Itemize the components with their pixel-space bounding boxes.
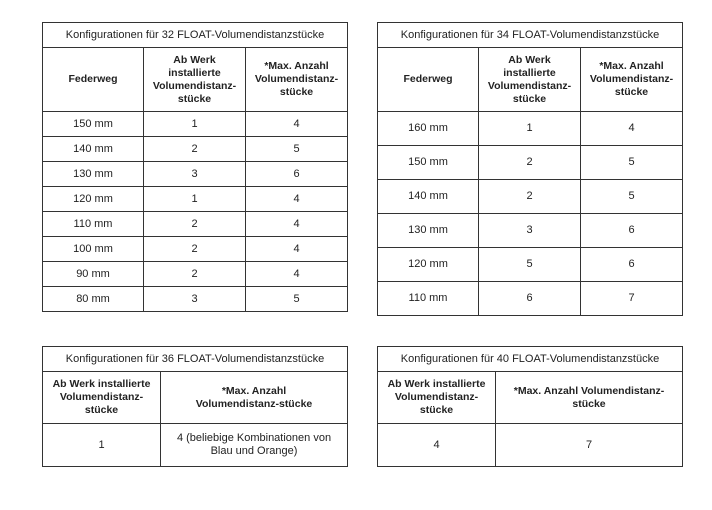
table-title: Konfigurationen für 32 FLOAT-Volumendistanzstücke — [43, 23, 348, 48]
table-cell: 5 — [581, 180, 683, 214]
table-body — [378, 424, 683, 467]
header-factory-installed: Ab Werk installierte Volumendistanz-stücke — [43, 372, 161, 424]
table-cell: 5 — [479, 248, 581, 282]
table-cell: 130 mm — [43, 162, 144, 187]
table-cell: 1 — [144, 112, 246, 137]
table-row — [43, 112, 348, 137]
table-row — [378, 146, 683, 180]
table-cell: 7 — [581, 282, 683, 316]
table-cell: 90 mm — [43, 262, 144, 287]
table-cell: 1 — [144, 187, 246, 212]
table-cell: 140 mm — [43, 137, 144, 162]
table-cell: 6 — [581, 214, 683, 248]
table-cell: 2 — [144, 137, 246, 162]
table-cell: 110 mm — [378, 282, 479, 316]
config-table-32 — [42, 22, 348, 312]
table-cell: 2 — [144, 212, 246, 237]
table-body — [43, 424, 348, 467]
table-row — [43, 212, 348, 237]
table-cell: 4 — [246, 212, 348, 237]
table-cell: 4 — [246, 187, 348, 212]
table-cell: 120 mm — [378, 248, 479, 282]
table-cell: 2 — [479, 146, 581, 180]
header-max-count: *Max. Anzahl Volumendistanz-stücke — [246, 48, 348, 112]
table-cell: 6 — [581, 248, 683, 282]
table-row — [43, 237, 348, 262]
table-row — [378, 248, 683, 282]
table-cell: 110 mm — [43, 212, 144, 237]
table-cell: 5 — [246, 137, 348, 162]
table-row — [378, 214, 683, 248]
table-cell: 3 — [144, 162, 246, 187]
table-title: Konfigurationen für 34 FLOAT-Volumendistanzstücke — [378, 23, 683, 48]
table-cell: 4 — [246, 237, 348, 262]
header-max-count: *Max. Anzahl Volumendistanz-stücke — [581, 48, 683, 112]
table-row — [43, 262, 348, 287]
table-cell: 5 — [581, 146, 683, 180]
table-row — [378, 180, 683, 214]
table-cell: 140 mm — [378, 180, 479, 214]
table-body — [378, 112, 683, 316]
table-cell: 150 mm — [43, 112, 144, 137]
table-cell: 3 — [144, 287, 246, 312]
table-cell: 100 mm — [43, 237, 144, 262]
config-table-36 — [42, 346, 348, 467]
table-cell: 4 — [378, 424, 496, 467]
header-federweg: Federweg — [43, 48, 144, 112]
config-table-34 — [377, 22, 683, 316]
header-max-count: *Max. Anzahl Volumendistanz-stücke — [496, 372, 683, 424]
table-cell: 4 — [581, 112, 683, 146]
table-cell: 5 — [246, 287, 348, 312]
table-cell: 80 mm — [43, 287, 144, 312]
table-cell: 1 — [43, 424, 161, 467]
table-title: Konfigurationen für 36 FLOAT-Volumendistanzstücke — [43, 347, 348, 372]
header-factory-installed: Ab Werk installierte Volumendistanz-stücke — [479, 48, 581, 112]
table-cell: 2 — [479, 180, 581, 214]
table-row — [378, 282, 683, 316]
table-cell: 7 — [496, 424, 683, 467]
table-cell: 160 mm — [378, 112, 479, 146]
table-cell: 150 mm — [378, 146, 479, 180]
table-body — [43, 112, 348, 312]
header-factory-installed: Ab Werk installierte Volumendistanz-stücke — [378, 372, 496, 424]
table-cell: 2 — [144, 262, 246, 287]
table-cell: 4 — [246, 262, 348, 287]
table-row — [43, 287, 348, 312]
config-table-40 — [377, 346, 683, 467]
table-row — [43, 187, 348, 212]
table-cell: 4 (beliebige Kombinationen von Blau und Orange) — [161, 424, 348, 467]
table-cell: 1 — [479, 112, 581, 146]
table-row — [43, 424, 348, 467]
table-row — [378, 424, 683, 467]
table-cell: 2 — [144, 237, 246, 262]
table-row — [43, 137, 348, 162]
table-row — [43, 162, 348, 187]
header-federweg: Federweg — [378, 48, 479, 112]
header-max-count: *Max. Anzahl Volumendistanz-stücke — [161, 372, 348, 424]
table-cell: 6 — [246, 162, 348, 187]
table-cell: 130 mm — [378, 214, 479, 248]
table-cell: 4 — [246, 112, 348, 137]
table-row — [378, 112, 683, 146]
table-cell: 120 mm — [43, 187, 144, 212]
header-factory-installed: Ab Werk installierte Volumendistanz-stücke — [144, 48, 246, 112]
table-cell: 3 — [479, 214, 581, 248]
table-title: Konfigurationen für 40 FLOAT-Volumendistanzstücke — [378, 347, 683, 372]
table-cell: 6 — [479, 282, 581, 316]
